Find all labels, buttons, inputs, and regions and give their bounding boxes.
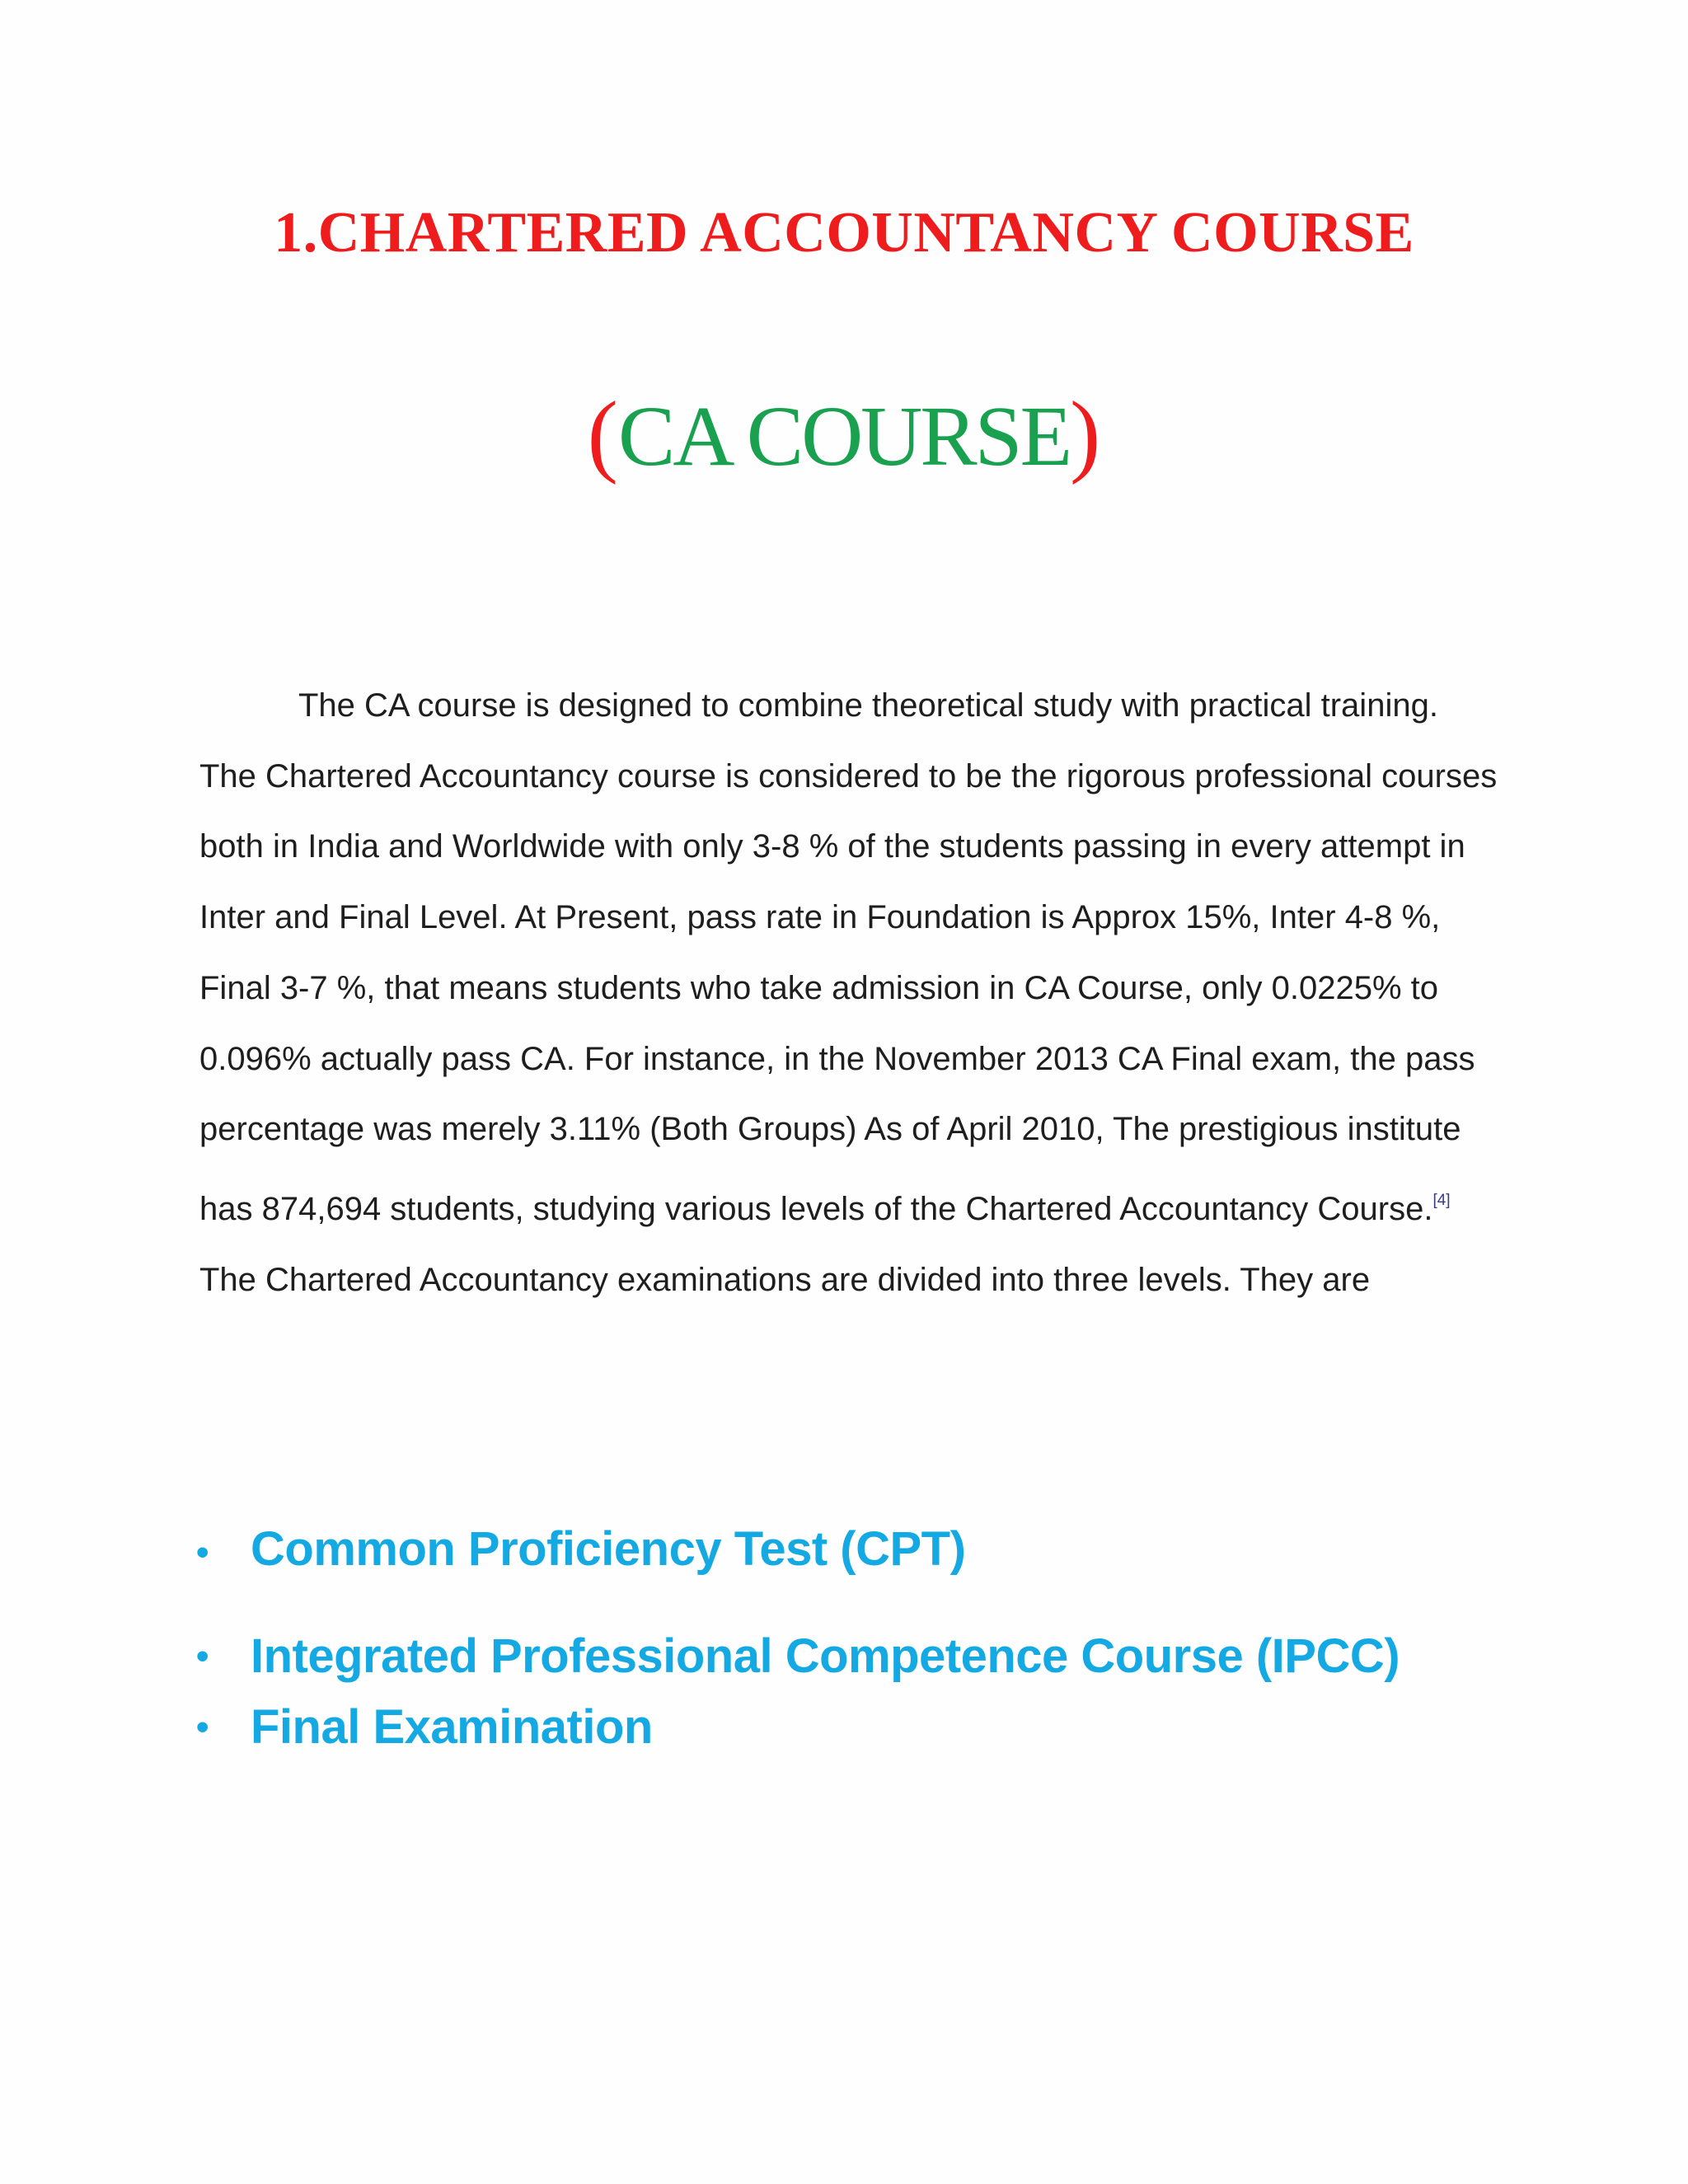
paragraph-text: The CA course is designed to combine theoretical study with practical training. The Chartered Accountancy course is considered to be the rigorous professional courses both in India and Worldwide with only 3-8 % of the students passing in every attempt in Inter and Final Level. At Present, pass rate in Foundation is Approx 15%, Inter 4-8 %, Final 3-7 %, that means students who take admission in CA Course, only 0.0225% to 0.096% actually pass CA. For instance, in the November 2013 CA Final exam, the pass percentage was merely 3.11% (Both Groups) As of April 2010, The prestigious institute has 874,694 students, studying various levels of the Chartered Accountancy Course. (199, 687, 1498, 1227)
subtitle-open-paren: ( (587, 383, 618, 485)
bullet-icon: • (196, 1636, 209, 1676)
page-subtitle (0, 381, 1688, 490)
level-label-final: Final Examination (251, 1700, 653, 1754)
level-label-cpt: Common Proficiency Test (CPT) (251, 1522, 966, 1576)
bullet-icon: • (196, 1532, 209, 1572)
subtitle-text: CA COURSE (617, 389, 1071, 484)
intro-paragraph (199, 671, 1502, 1315)
reference-marker[interactable]: [4] (1432, 1191, 1451, 1209)
subtitle-close-paren: ) (1070, 383, 1101, 485)
paragraph-text-after: The Chartered Accountancy examinations are divided into three levels. They are (199, 1261, 1371, 1298)
page-title: 1.CHARTERED ACCOUNTANCY COURSE (274, 201, 1414, 265)
bullet-icon: • (196, 1707, 209, 1747)
level-label-ipcc: Integrated Professional Competence Course (IPCC) (251, 1629, 1400, 1683)
paragraph-body (199, 671, 1502, 1315)
